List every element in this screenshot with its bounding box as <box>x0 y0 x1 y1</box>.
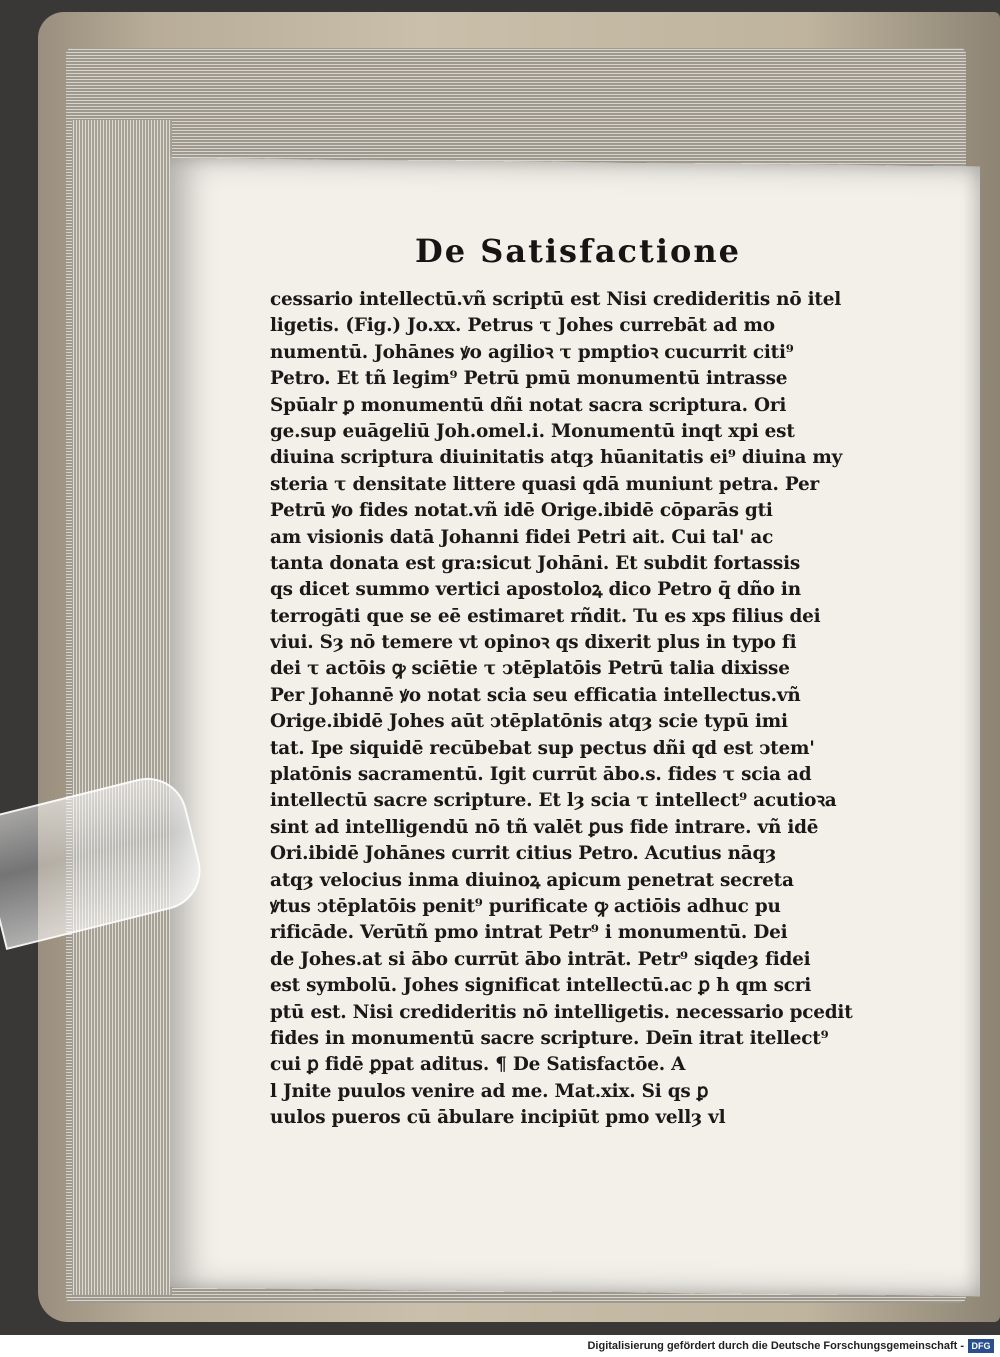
text-line: terrogāti que se eē estimaret rñdit. Tu es xps filius dei <box>270 605 821 627</box>
text-line: steria τ densitate littere quasi qdā muniunt petra. Per <box>270 473 819 495</box>
text-line: viui. Sȝ nō temere vt opinoꝛ qs dixerit plus in typo fi <box>270 632 797 654</box>
text-line: sint ad intelligendū nō tñ valēt ꝑus fide intrare. vñ idē <box>270 816 819 838</box>
text-line: cui ꝑ fidē ꝑpat aditus. ¶ De Satisfactōe. A <box>270 1054 686 1076</box>
text-line: tat. Ipe siquidē recūbebat sup pectus dñi qd est ↄtem' <box>270 737 815 759</box>
text-line: ptū est. Nisi credideritis nō intelligetis. necessario pcedit <box>270 1001 853 1023</box>
text-line: tanta donata est gra:sicut Johāni. Et subdit fortassis <box>270 552 801 574</box>
text-line: rificāde. Verūtñ pmo intrat Petr⁹ i monumentū. Dei <box>270 922 788 944</box>
text-line: est symbolū. Johes significat intellectū.ac ꝑ h qm scri <box>270 975 812 997</box>
text-line: ligetis. (Fig.) Jo.xx. Petrus τ Johes currebāt ad mo <box>270 315 775 337</box>
text-line: Petrū ꝟo fides notat.vñ idē Orige.ibidē cōparās gti <box>270 500 773 522</box>
text-line: l Jnite puulos venire ad me. Mat.xix. Si qs ꝑ <box>270 1080 709 1102</box>
text-line: atqȝ velocius inma diuinoꝝ apicum penetrat secreta <box>270 869 794 891</box>
text-line: qs dicet summo vertici apostoloꝝ dico Petro q̄ dño in <box>270 579 801 601</box>
text-line: ge.sup euāgeliū Joh.omel.i. Monumentū inqt xpi est <box>270 420 795 442</box>
text-line: dei τ actōis ꝙ sciētie τ ↄtēplatōis Petrū talia dixisse <box>270 658 790 680</box>
text-line: de Johes.at si ābo currūt ābo intrāt. Petr⁹ siqdeȝ fidei <box>270 948 811 970</box>
dfg-logo-icon: DFG <box>968 1339 994 1353</box>
text-line: Per Johannē ꝟo notat scia seu efficatia intellectus.vñ <box>270 684 801 706</box>
text-line: platōnis sacramentū. Igit currūt ābo.s. fides τ scia ad <box>270 764 812 786</box>
text-line: intellectū sacre scripture. Et lȝ scia τ intellect⁹ acutioꝛa <box>270 790 837 812</box>
text-line: Spūalr ꝑ monumentū dñi notat sacra scriptura. Ori <box>270 394 787 416</box>
text-block <box>270 287 880 1132</box>
page-stack <box>72 120 172 1295</box>
text-line: ꝟtus ↄtēplatōis penit⁹ purificate ꝙ actiōis adhuc pu <box>270 895 781 917</box>
text-line: diuina scriptura diuinitatis atqȝ hūanitatis ei⁹ diuina my <box>270 447 843 469</box>
text-line: numentū. Johānes ꝟo agilioꝛ τ pmptioꝛ cucurrit citi⁹ <box>270 341 794 363</box>
footer-bar <box>0 1335 1000 1357</box>
text-line: Ori.ibidē Johānes currit citius Petro. Acutius nāqȝ <box>270 843 777 865</box>
text-line: uulos pueros cū ābulare incipiūt pmo vellȝ vl <box>270 1107 726 1129</box>
running-head: De Satisfactione <box>415 232 741 270</box>
text-line: Orige.ibidē Johes aūt ↄtēplatōnis atqȝ scie typū imi <box>270 711 788 733</box>
text-line: cessario intellectū.vñ scriptū est Nisi credideritis nō itel <box>270 289 841 310</box>
text-line: am visionis datā Johanni fidei Petri ait. Cui tal' ac <box>270 526 774 548</box>
text-line: fides in monumentū sacre scripture. Deīn itrat itellect⁹ <box>270 1027 829 1049</box>
funding-credit: Digitalisierung gefördert durch die Deutsche Forschungsgemeinschaft - <box>587 1340 964 1352</box>
text-line: Petro. Et tñ legim⁹ Petrū pmū monumentū intrasse <box>270 368 788 390</box>
